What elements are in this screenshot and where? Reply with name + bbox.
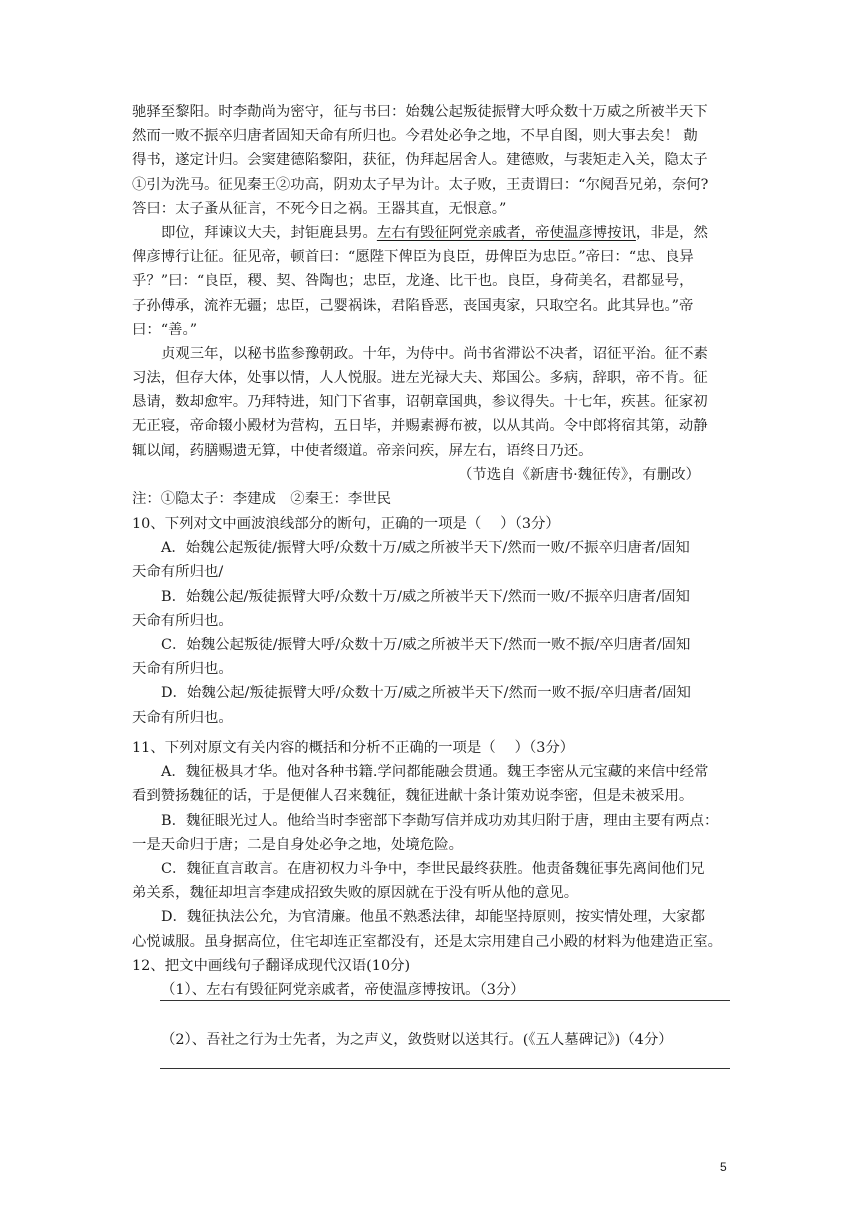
option-line: 天命有所归也/	[132, 564, 224, 581]
passage-source: （节选自《新唐书·魏征传》，有删改）	[457, 466, 700, 483]
translate-item: （1）、左右有毁征阿党亲戚者，帝使温彦博按讯。（3分）	[161, 982, 525, 999]
option-line: D．始魏公起/叛徒振臂大呼/众数十万/威之所被半天下/然而一败不振/卒归唐者/固知	[161, 685, 691, 702]
passage-line: 无正寝，帝命辍小殿材为营构，五日毕，并赐素褥布被，以从其尚。令中郎将宿其第，动静	[132, 418, 708, 435]
passage-line: 得书，遂定计归。会窦建德陷黎阳，获征，伪拜起居舍人。建德败，与裴矩走入关，隐太子	[132, 152, 708, 169]
underlined-sentence: 左右有毁征阿党亲戚者，帝使温彦博按讯	[376, 224, 636, 241]
passage-para2-first	[132, 221, 732, 245]
para2-after: ，非是，然	[635, 224, 708, 241]
passage-line: 然而一败不振卒归唐者固知天命有所归也。今君处必争之地，不早自图，则大事去矣！ 勣	[132, 128, 698, 145]
question-11	[132, 736, 732, 954]
option-line: 天命有所归也。	[132, 709, 233, 726]
passage-note: 注：①隐太子：李建成 ②秦王：李世民	[132, 491, 392, 507]
page-number: 5	[720, 1160, 727, 1174]
question-12	[132, 954, 732, 1002]
passage-line: 习法，但存大体，处事以情，人人悦服。进左光禄大夫、郑国公。多病，辞职，帝不肯。征	[132, 370, 708, 387]
question-12-part2	[132, 1028, 732, 1052]
option-line: 看到赞扬魏征的话，于是便催人召来魏征，魏征进献十条计策劝说李密，但是未被采用。	[132, 788, 694, 805]
question-stem: 12、把文中画线句子翻译成现代汉语(10分)	[132, 958, 411, 974]
passage-line: 乎？”曰：“良臣，稷、契、咎陶也；忠臣，龙逄、比干也。良臣，身荷美名，君都显号，	[132, 273, 694, 290]
passage	[132, 100, 732, 511]
option-line: 天命有所归也。	[132, 661, 233, 678]
answer-line-2[interactable]	[160, 1068, 730, 1069]
option-line: B．始魏公起/叛徒振臂大呼/众数十万/威之所被半天下/然而一败/不振卒归唐者/固知	[161, 588, 690, 605]
passage-line: 恳请，数却愈牢。乃拜特进，知门下省事，诏朝章国典，参议得失。十七年，疾甚。征家初	[132, 394, 708, 411]
translate-item: （2）、吾社之行为士先者，为之声义，敛赀财以送其行。(《五人墓碑记》)（4分）	[161, 1032, 673, 1048]
passage-line: 驰驿至黎阳。时李勣尚为密守，征与书曰：始魏公起叛徒振臂大呼众数十万威之所被半天下	[132, 104, 708, 120]
option-line: C．始魏公起叛徒/振臂大呼/众数十万/威之所被半天下/然而一败不振/卒归唐者/固知	[161, 636, 691, 653]
option-line: 一是天命归于唐；二是自身处必争之地，处境危险。	[132, 836, 463, 853]
para2-before: 即位，拜谏议大夫，封钜鹿县男。	[161, 224, 377, 241]
question-stem: 11、下列对原文有关内容的概括和分析不正确的一项是（ ）（3分）	[132, 740, 575, 756]
option-line: D．魏征执法公允，为官清廉。他虽不熟悉法律，却能坚持原则，按实情处理，大家都	[161, 909, 705, 926]
passage-line: 曰：“善。”	[132, 321, 198, 338]
option-line: B．魏征眼光过人。他给当时李密部下李勣写信并成功劝其归附于唐，理由主要有两点：	[161, 812, 719, 829]
option-line: A．魏征极具才华。他对各种书籍.学问都能融会贯通。魏王李密从元宝藏的来信中经常	[161, 764, 709, 781]
question-10	[132, 512, 732, 730]
option-line: 弟关系，魏征却坦言李建成招致失败的原因就在于没有听从他的意见。	[132, 885, 579, 902]
option-line: A．始魏公起叛徒/振臂大呼/众数十万/威之所被半天下/然而一败/不振卒归唐者/固知	[161, 540, 690, 557]
passage-line: ①引为洗马。征见秦王②功高，阴劝太子早为计。太子败，王责谓曰：“尔阋吾兄弟，奈何?	[132, 176, 709, 193]
passage-para3-first: 贞观三年，以秘书监参豫朝政。十年，为侍中。尚书省滞讼不决者，诏征平治。征不素	[161, 345, 708, 362]
answer-line-1[interactable]	[160, 1000, 730, 1001]
passage-line: 俾彦博行让征。征见帝，顿首曰：“愿陛下俾臣为良臣，毋俾臣为忠臣。”帝曰：“忠、良异	[132, 249, 694, 266]
option-line: 心悦诚服。虽身据高位，住宅却连正室都没有，还是太宗用建自己小殿的材料为他建造正室。	[132, 933, 723, 950]
passage-line: 子孙傅承，流祚无疆；忠臣，己婴祸诛，君陷昏恶，丧国夷家，只取空名。此其异也。”帝	[132, 297, 694, 314]
passage-line: 辄以闻，药膳赐遗无算，中使者缀道。帝亲问疾，屏左右，语终日乃还。	[132, 442, 593, 459]
option-line: C．魏征直言敢言。在唐初权力斗争中，李世民最终获胜。他责备魏征事先离间他们兄	[161, 860, 705, 877]
option-line: 天命有所归也。	[132, 612, 233, 629]
passage-line: 答曰：太子蚤从征言，不死今日之祸。王器其直，无恨意。”	[132, 200, 507, 217]
question-stem: 10、下列对文中画波浪线部分的断句，正确的一项是（ ）（3分）	[132, 516, 560, 532]
